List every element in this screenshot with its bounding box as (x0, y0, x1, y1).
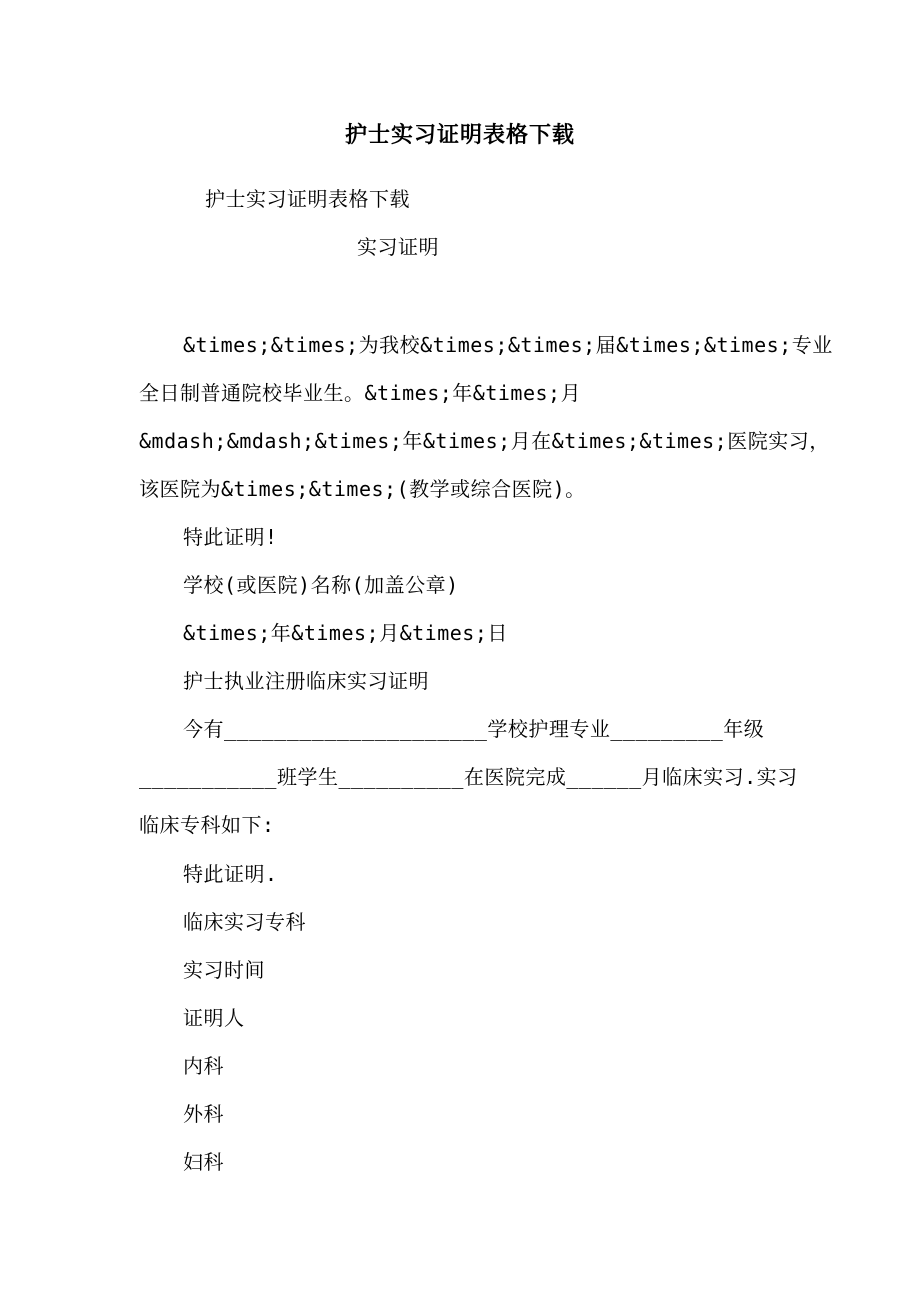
paragraph1-line3: &mdash;&mdash;&times;年&times;月在&times;&times;医院实习， (139, 429, 830, 453)
dept-gynecology: 妇科 (183, 1150, 224, 1174)
dept-internal-medicine: 内科 (183, 1054, 224, 1078)
paragraph1-line1: &times;&times;为我校&times;&times;届&times;&times;专业 (183, 333, 833, 357)
section-heading: 实习证明 (357, 235, 439, 259)
label-witness: 证明人 (183, 1006, 245, 1030)
label-internship-time: 实习时间 (183, 958, 265, 982)
certify-statement-2: 特此证明. (183, 862, 278, 886)
school-name-seal: 学校(或医院)名称(加盖公章) (183, 573, 459, 597)
dept-surgery: 外科 (183, 1102, 224, 1126)
section2-heading: 护士执业注册临床实习证明 (183, 669, 429, 693)
label-specialty: 临床实习专科 (183, 910, 306, 934)
certify-statement: 特此证明! (183, 525, 278, 549)
paragraph1-line2: 全日制普通院校毕业生。&times;年&times;月 (139, 381, 582, 405)
paragraph1-line4: 该医院为&times;&times;(教学或综合医院)。 (139, 477, 586, 501)
paragraph2-line1: 今有_____________________学校护理专业_________年级 (183, 717, 765, 741)
date-line: &times;年&times;月&times;日 (183, 621, 508, 645)
document-title: 护士实习证明表格下载 (344, 123, 575, 148)
paragraph2-line3: 临床专科如下: (139, 813, 275, 837)
paragraph2-line2: ___________班学生__________在医院完成______月临床实习.实习 (139, 765, 798, 789)
document-subtitle: 护士实习证明表格下载 (205, 187, 410, 211)
